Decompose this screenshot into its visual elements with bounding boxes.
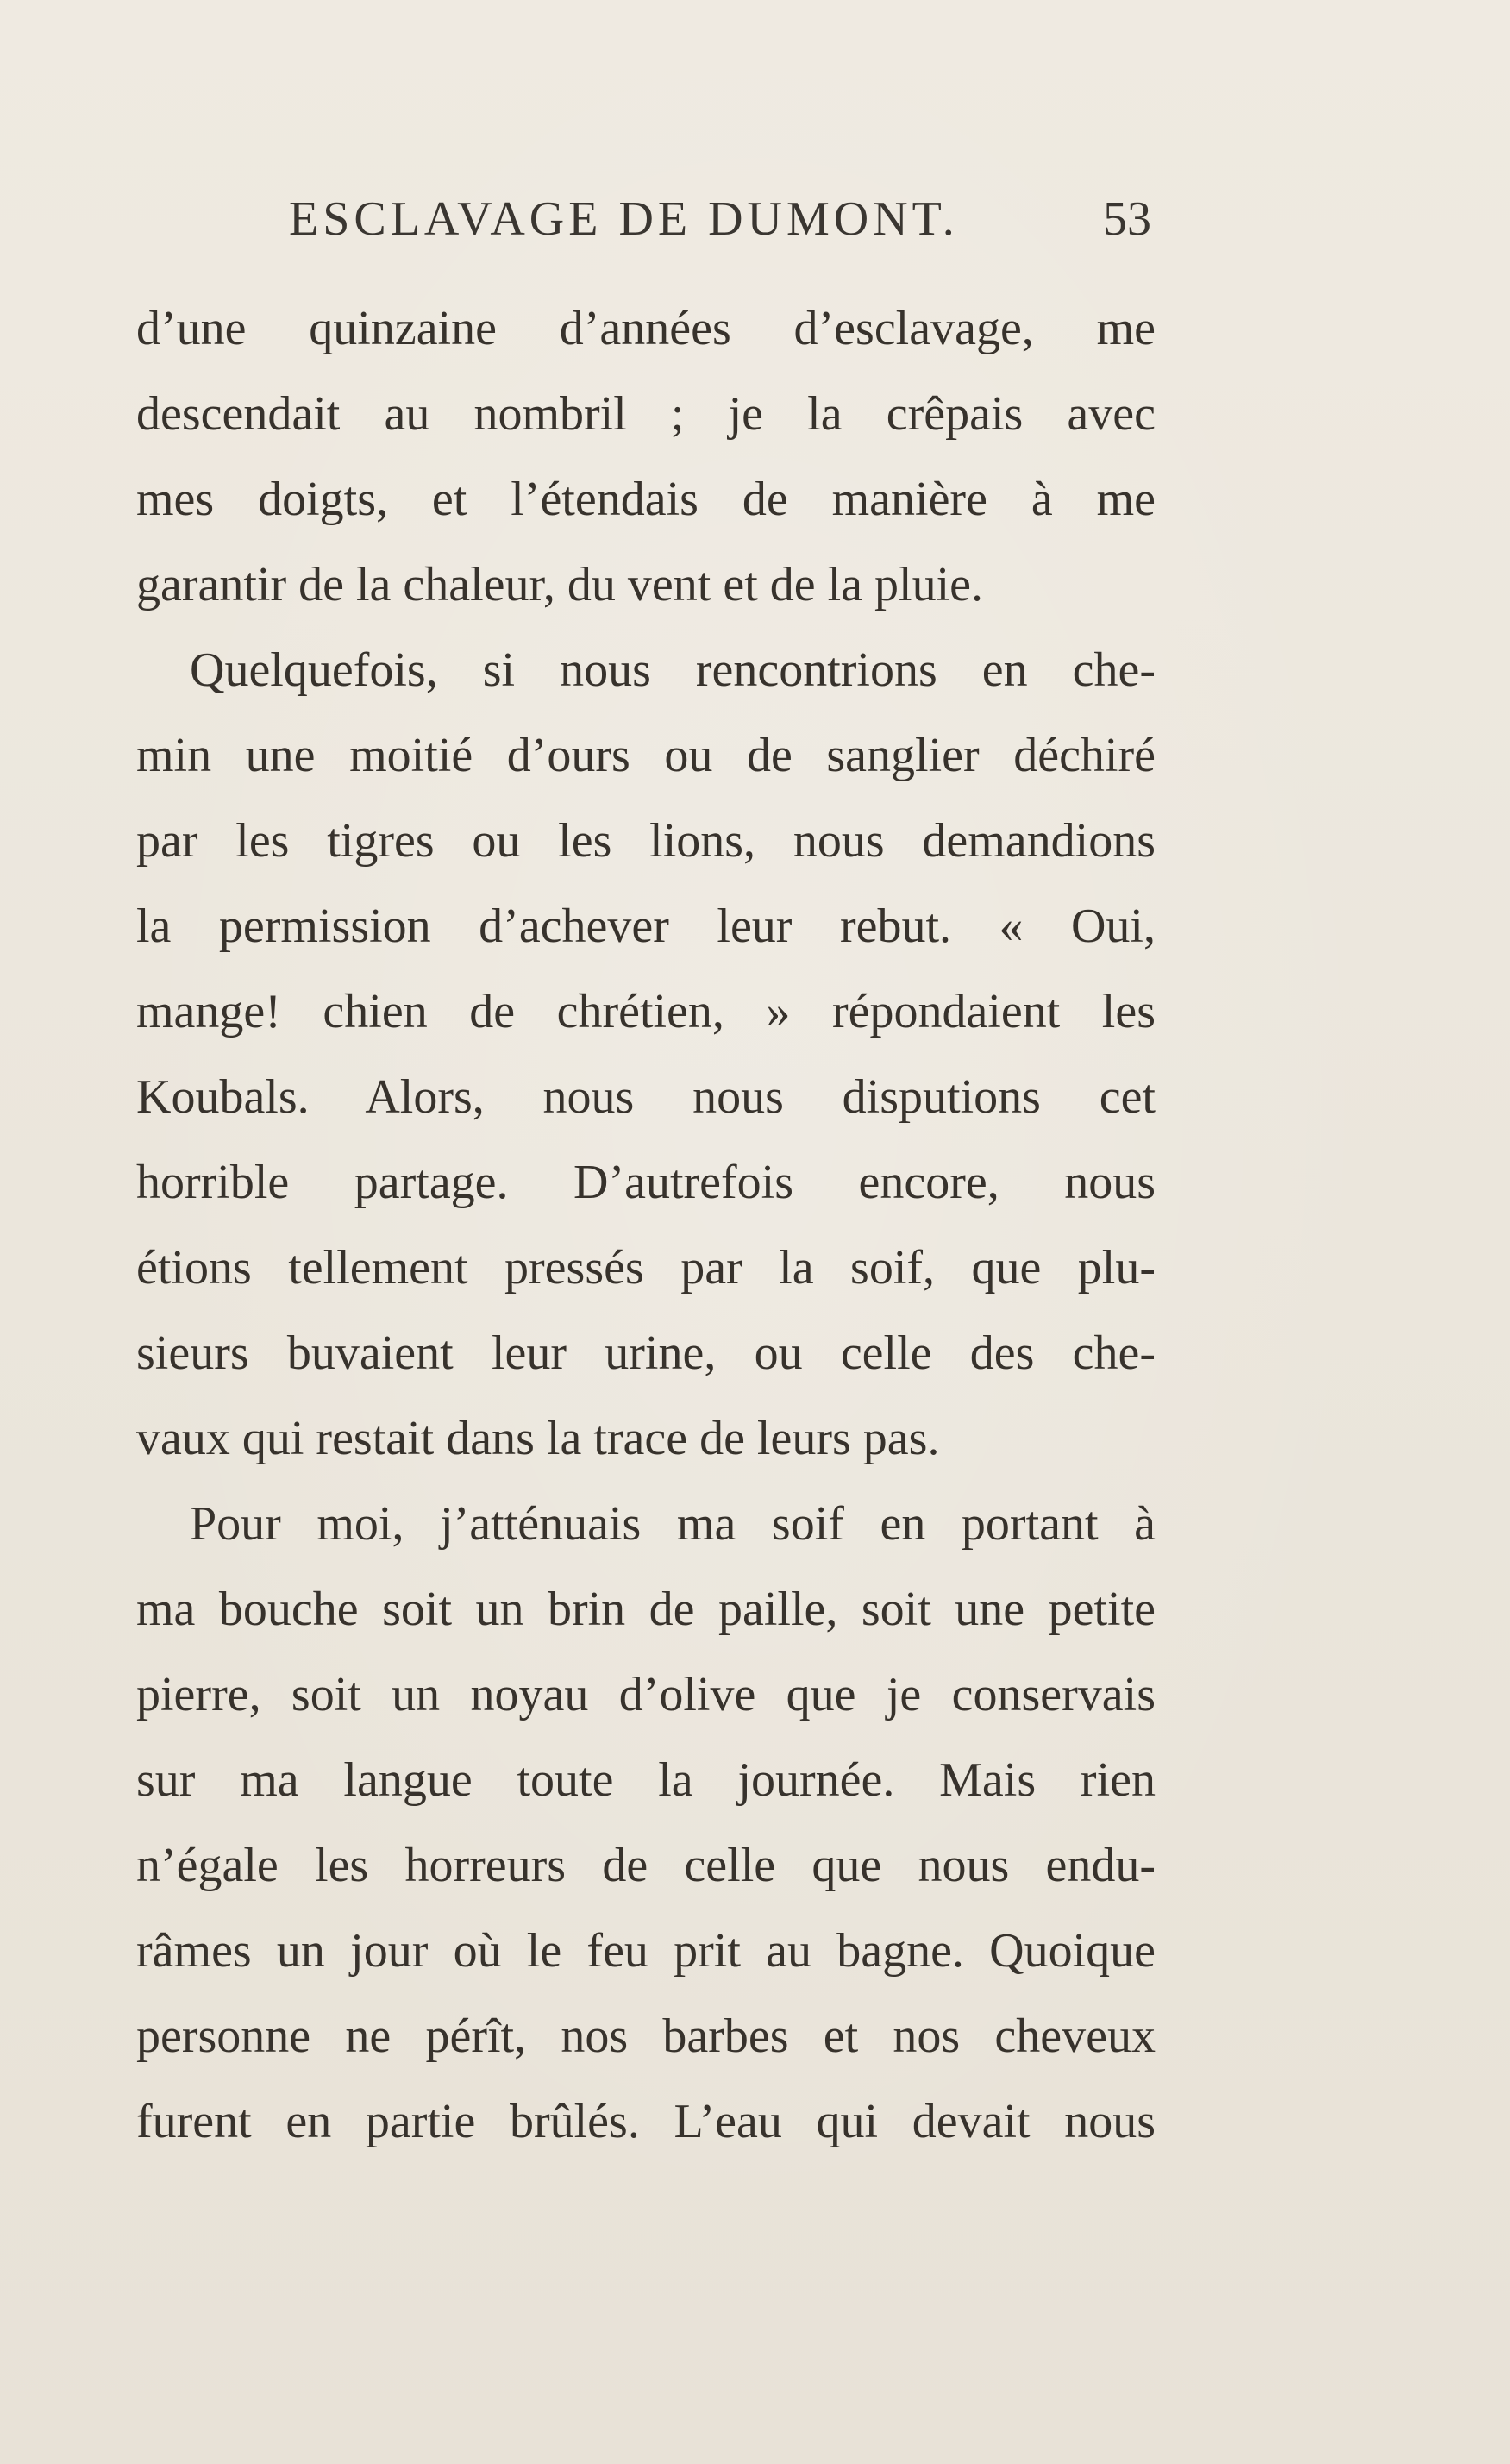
text-line: pierre, soit un noyau d’olive que je conservais: [136, 1668, 1156, 1721]
text-line: d’une quinzaine d’années d’esclavage, me: [136, 302, 1156, 355]
text-line: la permission d’achever leur rebut. « Oui,: [136, 900, 1156, 953]
running-title: ESCLAVAGE DE DUMONT.: [289, 192, 959, 246]
text-line: mes doigts, et l’étendais de manière à me: [136, 473, 1156, 526]
text-line: furent en partie brûlés. L’eau qui devait nous: [136, 2095, 1156, 2148]
text-line: étions tellement pressés par la soif, que plu-: [136, 1241, 1156, 1295]
page-number: 53: [1103, 192, 1151, 246]
text-line: n’égale les horreurs de celle que nous endu-: [136, 1839, 1156, 1892]
running-head: [289, 191, 1151, 252]
text-line: Quelquefois, si nous rencontrions en che-: [190, 643, 1156, 697]
text-line: personne ne pérît, nos barbes et nos cheveux: [136, 2009, 1156, 2063]
text-line: sur ma langue toute la journée. Mais rien: [136, 1753, 1156, 1807]
text-line: sieurs buvaient leur urine, ou celle des che-: [136, 1326, 1156, 1380]
text-line: Koubals. Alors, nous nous disputions cet: [136, 1070, 1156, 1124]
text-line: min une moitié d’ours ou de sanglier déchiré: [136, 729, 1156, 782]
text-line: par les tigres ou les lions, nous demandions: [136, 814, 1156, 868]
text-line: vaux qui restait dans la trace de leurs pas.: [136, 1412, 940, 1465]
body-text: [136, 286, 1156, 2165]
text-line: ma bouche soit un brin de paille, soit une petite: [136, 1583, 1156, 1636]
text-line: garantir de la chaleur, du vent et de la pluie.: [136, 558, 983, 611]
text-line: râmes un jour où le feu prit au bagne. Quoique: [136, 1924, 1156, 1978]
text-line: Pour moi, j’atténuais ma soif en portant à: [190, 1497, 1156, 1551]
text-line: descendait au nombril ; je la crêpais avec: [136, 387, 1156, 441]
text-line: mange! chien de chrétien, » répondaient les: [136, 985, 1156, 1038]
text-line: horrible partage. D’autrefois encore, nous: [136, 1156, 1156, 1209]
